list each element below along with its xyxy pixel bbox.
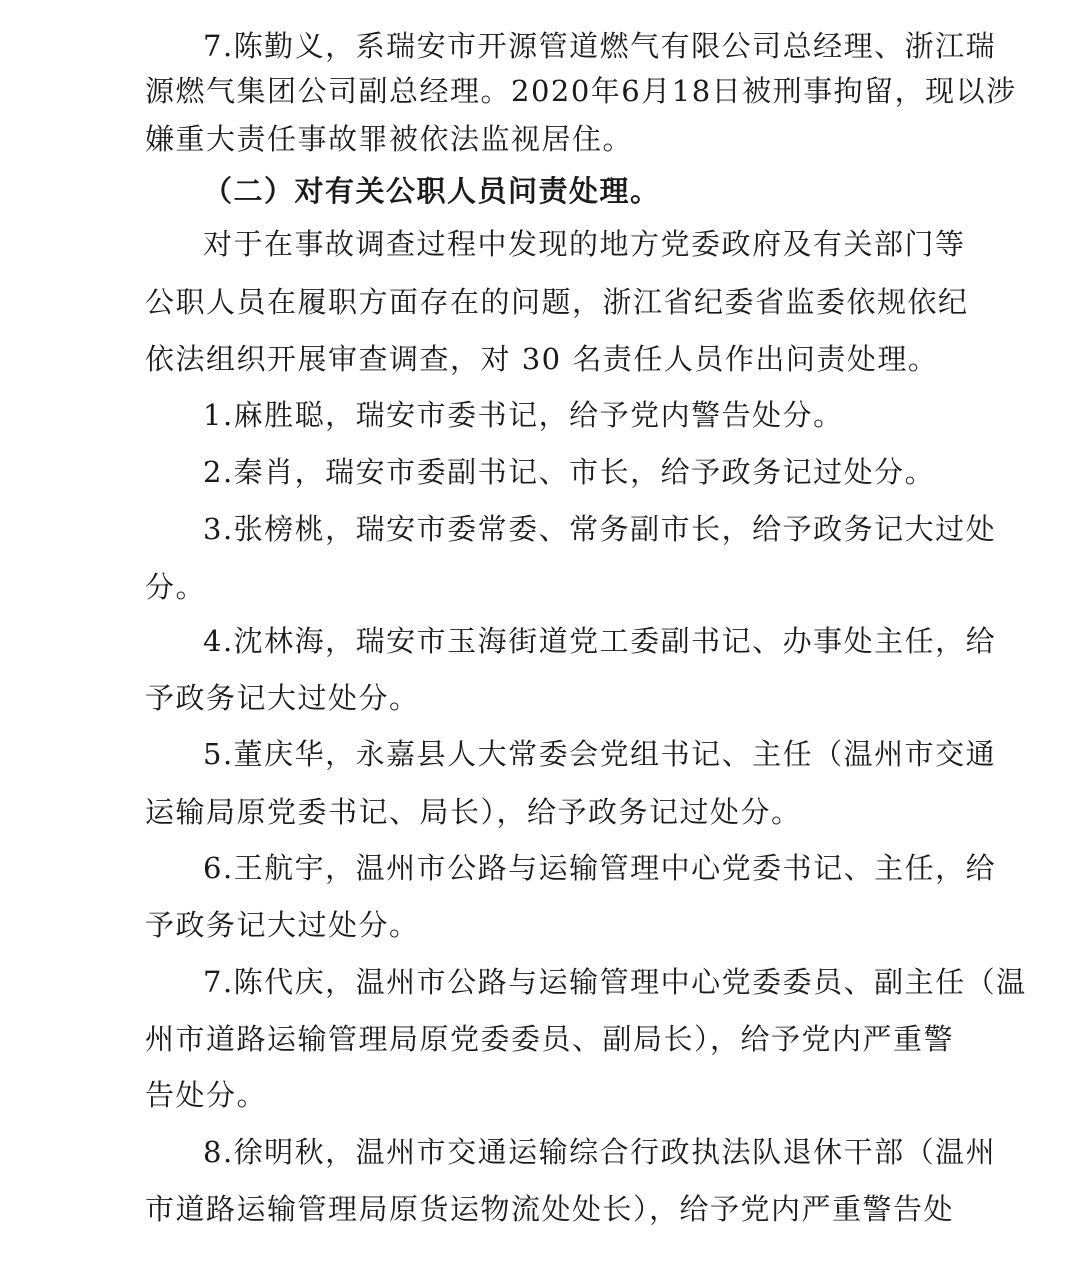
section-heading: （二）对有关公职人员问责处理。 [203, 174, 661, 208]
text-line-5: 对于在事故调查过程中发现的地方党委政府及有关部门等 [203, 227, 966, 261]
text-line-7: 依法组织开展审查调查，对 30 名责任人员作出问责处理。 [145, 342, 939, 376]
text-line-12: 4.沈林海，瑞安市玉海街道党工委副书记、办事处主任，给 [203, 624, 997, 658]
text-line-2: 源燃气集团公司副总经理。2020年6月18日被刑事拘留，现以涉 [145, 74, 1017, 108]
text-line-8: 1.麻胜聪，瑞安市委书记，给予党内警告处分。 [203, 398, 844, 432]
text-line-21: 8.徐明秋，温州市交通运输综合行政执法队退休干部（温州 [203, 1135, 997, 1169]
text-line-6: 公职人员在履职方面存在的问题，浙江省纪委省监委依规依纪 [145, 285, 969, 319]
text-line-20: 告处分。 [145, 1078, 268, 1112]
text-line-16: 6.王航宇，温州市公路与运输管理中心党委书记、主任，给 [203, 851, 997, 885]
text-line-14: 5.董庆华，永嘉县人大常委会党组书记、主任（温州市交通 [203, 737, 997, 771]
text-line-3: 嫌重大责任事故罪被依法监视居住。 [145, 122, 634, 156]
text-line-18: 7.陈代庆，温州市公路与运输管理中心党委委员、副主任（温 [203, 965, 1027, 999]
text-line-9: 2.秦肖，瑞安市委副书记、市长，给予政务记过处分。 [203, 455, 936, 489]
text-line-17: 予政务记大过处分。 [145, 908, 420, 942]
text-line-15: 运输局原党委书记、局长），给予政务记过处分。 [145, 795, 802, 829]
text-line-19: 州市道路运输管理局原党委委员、副局长），给予党内严重警 [145, 1022, 955, 1056]
text-line-22: 市道路运输管理局原货运物流处处长），给予党内严重警告处 [145, 1192, 955, 1226]
text-line-13: 予政务记大过处分。 [145, 681, 420, 715]
text-line-1: 7.陈勤义，系瑞安市开源管道燃气有限公司总经理、浙江瑞 [203, 29, 997, 63]
text-line-10: 3.张榜桃，瑞安市委常委、常务副市长，给予政务记大过处 [203, 512, 997, 546]
text-line-11: 分。 [145, 570, 207, 604]
